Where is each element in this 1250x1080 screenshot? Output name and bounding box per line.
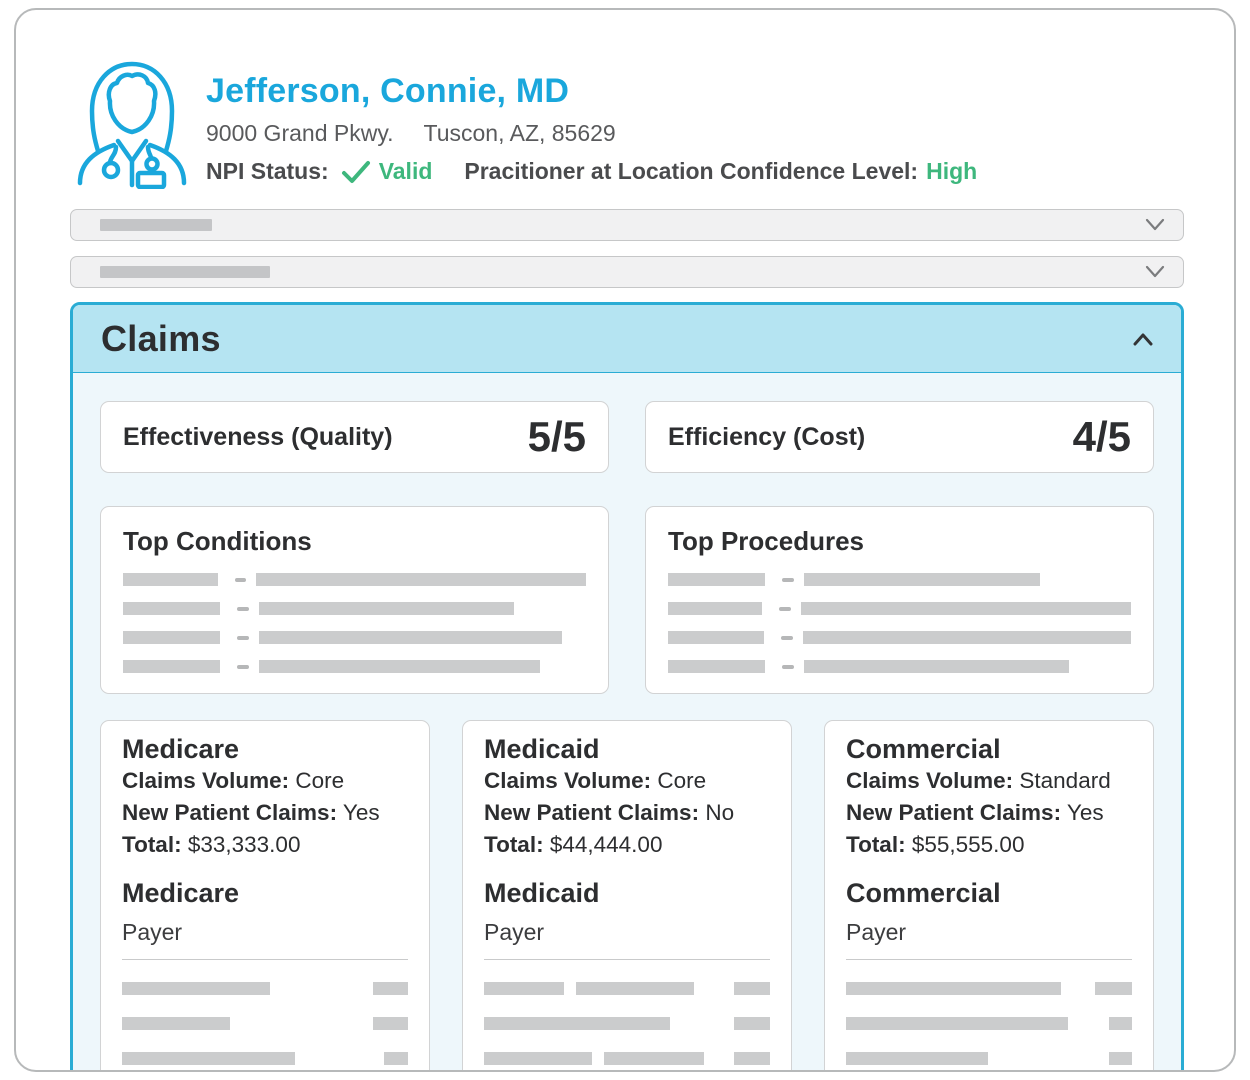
- female-doctor-icon: [72, 57, 192, 189]
- practitioner-address: [206, 120, 977, 147]
- payer-subheading: Medicaid: [484, 878, 600, 908]
- placeholder-bar: [123, 631, 220, 644]
- top-procedures-title: Top Procedures: [668, 526, 865, 556]
- placeholder-bar: [846, 982, 1061, 995]
- table-row: [122, 1017, 408, 1030]
- placeholder-bar: [484, 1017, 670, 1030]
- total-label: Total:: [122, 832, 182, 857]
- top-lists-row: [100, 506, 1154, 694]
- claims-volume-line: [846, 765, 1132, 797]
- placeholder-bar: [123, 660, 220, 673]
- placeholder-bar: [1109, 1052, 1132, 1065]
- placeholder-bar: [668, 602, 762, 615]
- placeholder-bar: [668, 631, 764, 644]
- payer-subheading: Commercial: [846, 878, 1001, 908]
- placeholder-bar: [259, 602, 514, 615]
- table-row: [122, 982, 408, 995]
- table-row: [846, 982, 1132, 995]
- new-patient-line: [484, 797, 770, 829]
- new-patient-line: [122, 797, 408, 829]
- dash: [237, 607, 249, 611]
- dash: [782, 578, 794, 582]
- new-patient-value: No: [705, 800, 735, 825]
- total-line: [122, 829, 408, 861]
- total-label: Total:: [484, 832, 544, 857]
- collapsed-accordion-2[interactable]: [70, 256, 1184, 288]
- list-item: [123, 660, 586, 673]
- list-item: [668, 660, 1131, 673]
- placeholder-bar: [259, 631, 562, 644]
- claims-section-header[interactable]: [73, 305, 1181, 373]
- placeholder-bar: [256, 573, 586, 586]
- total-line: [846, 829, 1132, 861]
- practitioner-header: [72, 57, 977, 189]
- total-value: $44,444.00: [549, 832, 663, 857]
- payer-name: Medicaid: [484, 734, 600, 764]
- placeholder-bar: [259, 660, 540, 673]
- placeholder-bar: [846, 1017, 1068, 1030]
- placeholder-bar: [1095, 982, 1132, 995]
- medicaid-card: [462, 720, 792, 1072]
- claims-volume-label: Claims Volume:: [846, 768, 1014, 793]
- total-label: Total:: [846, 832, 906, 857]
- placeholder-bar: [804, 660, 1069, 673]
- chevron-up-icon: [1133, 332, 1153, 346]
- placeholder-bar: [100, 266, 270, 278]
- placeholder-bar: [484, 982, 564, 995]
- score-label: Efficiency (Cost): [668, 422, 866, 451]
- placeholder-bar: [576, 982, 694, 995]
- claims-volume-label: Claims Volume:: [122, 768, 290, 793]
- new-patient-label: New Patient Claims:: [484, 800, 700, 825]
- placeholder-bar: [734, 1017, 770, 1030]
- placeholder-bar: [668, 660, 765, 673]
- new-patient-value: Yes: [342, 800, 380, 825]
- score-row: [100, 401, 1154, 473]
- placeholder-bar: [122, 982, 270, 995]
- claims-volume-label: Claims Volume:: [484, 768, 652, 793]
- placeholder-bar: [384, 1052, 408, 1065]
- divider: [484, 959, 770, 960]
- divider: [846, 959, 1132, 960]
- total-value: $33,333.00: [187, 832, 301, 857]
- table-row: [846, 1017, 1132, 1030]
- placeholder-bar: [734, 982, 770, 995]
- placeholder-bar: [122, 1052, 295, 1065]
- top-conditions-title: Top Conditions: [123, 526, 312, 556]
- dash: [779, 607, 791, 611]
- list-item: [123, 631, 586, 644]
- total-value: $55,555.00: [911, 832, 1025, 857]
- placeholder-bar: [1109, 1017, 1132, 1030]
- table-row: [484, 982, 770, 995]
- table-row: [484, 1052, 770, 1065]
- status-line: [206, 158, 977, 185]
- payer-label: Payer: [122, 919, 183, 945]
- list-item: [123, 602, 586, 615]
- top-procedures-card: [645, 506, 1154, 694]
- practitioner-profile-card: [14, 8, 1236, 1072]
- claims-volume-value: Standard: [1019, 768, 1111, 793]
- score-value: 4/5: [1072, 413, 1131, 460]
- new-patient-line: [846, 797, 1132, 829]
- placeholder-bar: [734, 1052, 770, 1065]
- address-street: 9000 Grand Pkwy.: [206, 120, 394, 146]
- collapsed-accordion-1[interactable]: [70, 209, 1184, 241]
- claims-volume-line: [484, 765, 770, 797]
- payer-name: Medicare: [122, 734, 240, 764]
- table-row: [122, 1052, 408, 1065]
- chevron-down-icon: [1145, 265, 1165, 279]
- chevron-down-icon: [1145, 218, 1165, 232]
- dash: [782, 665, 794, 669]
- dash: [237, 665, 249, 669]
- confidence-label: Pracitioner at Location Confidence Level:: [464, 158, 919, 184]
- check-icon: [341, 160, 371, 184]
- placeholder-bar: [484, 1052, 592, 1065]
- placeholder-bar: [846, 1052, 988, 1065]
- payer-subheading: Medicare: [122, 878, 240, 908]
- claims-volume-value: Core: [657, 768, 707, 793]
- efficiency-score-card: [645, 401, 1154, 473]
- placeholder-bar: [123, 602, 220, 615]
- divider: [122, 959, 408, 960]
- placeholder-bar: [373, 1017, 408, 1030]
- confidence-value: High: [926, 158, 978, 184]
- placeholder-bar: [804, 573, 1040, 586]
- placeholder-bar: [801, 602, 1131, 615]
- address-city: Tuscon, AZ, 85629: [423, 120, 616, 146]
- score-label: Effectiveness (Quality): [123, 422, 393, 451]
- placeholder-bar: [122, 1017, 230, 1030]
- payer-label: Payer: [484, 919, 545, 945]
- placeholder-bar: [668, 573, 765, 586]
- medicare-card: [100, 720, 430, 1072]
- npi-status-label: NPI Status:: [206, 158, 329, 184]
- effectiveness-score-card: [100, 401, 609, 473]
- list-item: [123, 573, 586, 586]
- list-item: [668, 602, 1131, 615]
- claims-section: [70, 302, 1184, 1072]
- dash: [781, 636, 793, 640]
- placeholder-bar: [604, 1052, 704, 1065]
- total-line: [484, 829, 770, 861]
- payer-name: Commercial: [846, 734, 1001, 764]
- placeholder-bar: [123, 573, 218, 586]
- commercial-card: [824, 720, 1154, 1072]
- placeholder-bar: [803, 631, 1131, 644]
- list-item: [668, 631, 1131, 644]
- claims-volume-line: [122, 765, 408, 797]
- new-patient-label: New Patient Claims:: [846, 800, 1062, 825]
- dash: [235, 578, 247, 582]
- practitioner-name: Jefferson, Connie, MD: [206, 72, 570, 110]
- table-row: [484, 1017, 770, 1030]
- payer-cards-row: [100, 720, 1154, 1072]
- placeholder-bar: [100, 219, 212, 231]
- placeholder-bar: [373, 982, 408, 995]
- dash: [237, 636, 249, 640]
- claims-title: Claims: [101, 317, 221, 359]
- claims-body: [73, 373, 1181, 1072]
- payer-label: Payer: [846, 919, 907, 945]
- new-patient-label: New Patient Claims:: [122, 800, 338, 825]
- top-conditions-card: [100, 506, 609, 694]
- list-item: [668, 573, 1131, 586]
- npi-status-value: Valid: [378, 158, 433, 184]
- table-row: [846, 1052, 1132, 1065]
- score-value: 5/5: [527, 413, 586, 460]
- claims-volume-value: Core: [295, 768, 345, 793]
- new-patient-value: Yes: [1066, 800, 1104, 825]
